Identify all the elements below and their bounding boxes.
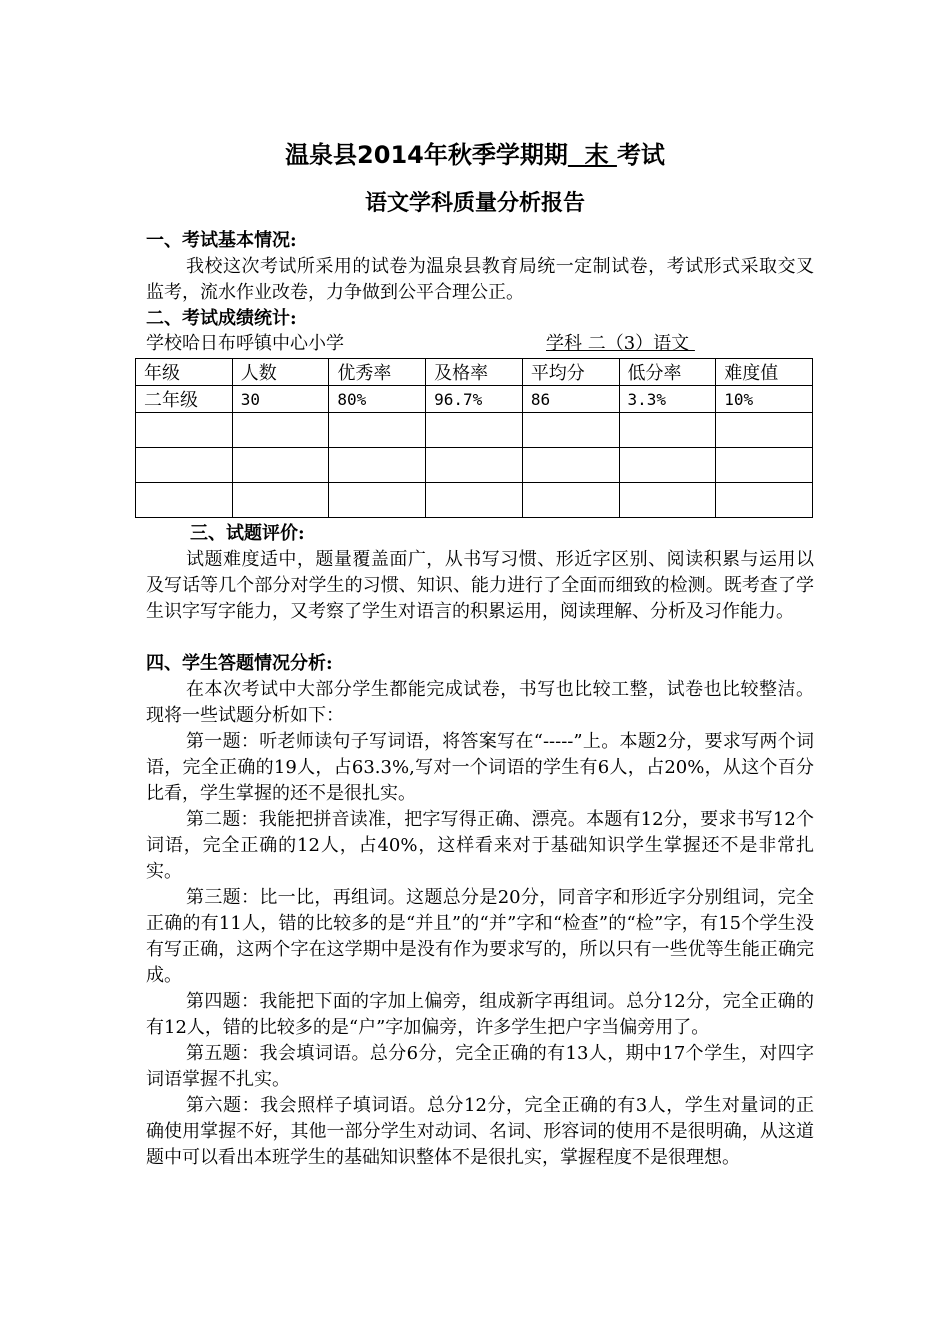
table-header-row [136, 359, 813, 386]
table-header-cell: 优秀率 [329, 359, 426, 386]
table-cell [716, 483, 813, 518]
table-cell [426, 413, 523, 448]
table-cell [522, 413, 619, 448]
table-row [136, 413, 813, 448]
table-cell [619, 448, 716, 483]
table-cell [522, 448, 619, 483]
table-cell [136, 483, 233, 518]
table-cell [232, 448, 329, 483]
table-header-cell: 人数 [232, 359, 329, 386]
section4-paragraph: 第二题：我能把拼音读准，把字写得正确、漂亮。本题有12分，要求书写12个词语，完全正确的12人，占40%，这样看来对于基础知识学生掌握还不是非常扎实。 [146, 809, 814, 882]
table-cell [136, 413, 233, 448]
table-header-cell: 年级 [136, 359, 233, 386]
table-cell [329, 448, 426, 483]
section1-heading: 一、考试基本情况: [146, 230, 297, 251]
title-part1: 温泉县2014年秋季学期期 [285, 141, 568, 169]
table-cell [716, 413, 813, 448]
table-cell [619, 413, 716, 448]
table-cell: 30 [232, 386, 329, 413]
table-cell [329, 413, 426, 448]
document-title [0, 135, 950, 170]
section3-heading: 三、试题评价: [190, 523, 305, 544]
section2-heading: 二、考试成绩统计: [146, 308, 297, 329]
document-body [146, 228, 814, 1171]
section1-text: 我校这次考试所采用的试卷为温泉县教育局统一定制试卷，考试形式采取交叉监考，流水作业改卷，力争做到公平合理公正。 [146, 256, 814, 303]
title-term-underlined: 末 [567, 141, 617, 169]
table-row [136, 386, 813, 413]
table-cell [426, 483, 523, 518]
section4-paragraph: 第一题：听老师读句子写词语，将答案写在“-----”上。本题2分，要求写两个词语，完全正确的19人，占63.3%,写对一个词语的学生有6人，占20%，从这个百分比看，学生掌握的还不是很扎实。 [146, 731, 814, 804]
table-cell [716, 448, 813, 483]
table-cell [426, 448, 523, 483]
table-cell: 10% [716, 386, 813, 413]
section4-paragraph: 在本次考试中大部分学生都能完成试卷，书写也比较工整，试卷也比较整洁。现将一些试题分析如下： [146, 679, 814, 726]
table-cell [136, 448, 233, 483]
table-cell: 96.7% [426, 386, 523, 413]
table-cell: 3.3% [619, 386, 716, 413]
section3-text: 试题难度适中，题量覆盖面广，从书写习惯、形近字区别、阅读积累与运用以及写话等几个部分对学生的习惯、知识、能力进行了全面而细致的检测。既考查了学生识字写字能力，又考察了学生对语言的积累运用，阅读理解、分析及习作能力。 [146, 549, 814, 622]
section4-paragraph: 第五题：我会填词语。总分6分，完全正确的有13人，期中17个学生，对四字词语掌握不扎实。 [146, 1043, 814, 1090]
section-spacer [146, 625, 814, 651]
table-header-cell: 及格率 [426, 359, 523, 386]
table-cell: 二年级 [136, 386, 233, 413]
table-header-cell: 平均分 [522, 359, 619, 386]
school-subject-line [146, 333, 814, 355]
table-row [136, 483, 813, 518]
subject-name: 学科 二（3）语文 [546, 333, 695, 354]
table-cell [232, 483, 329, 518]
section4-paragraph: 第六题：我会照样子填词语。总分12分，完全正确的有3人，学生对量词的正确使用掌握不好，其他一部分学生对动词、名词、形容词的使用不是很明确，从这道题中可以看出本班学生的基础知识整体不是很扎实，掌握程度不是很理想。 [146, 1095, 814, 1168]
table-header-cell: 低分率 [619, 359, 716, 386]
section4-paragraph: 第四题：我能把下面的字加上偏旁，组成新字再组词。总分12分，完全正确的有12人，错的比较多的是“户”字加偏旁，许多学生把户字当偏旁用了。 [146, 991, 814, 1038]
document-subtitle: 语文学科质量分析报告 [364, 191, 585, 216]
score-statistics-table [135, 358, 813, 518]
title-part2: 考试 [616, 141, 665, 169]
table-header-cell: 难度值 [716, 359, 813, 386]
section4-paragraph: 第三题：比一比，再组词。这题总分是20分，同音字和形近字分别组词，完全正确的有11人，错的比较多的是“并且”的“并”字和“检查”的“检”字，有15个学生没有写正确，这两个字在这学期中是没有作为要求写的，所以只有一些优等生能正确完成。 [146, 887, 814, 986]
table-cell [232, 413, 329, 448]
school-name: 学校哈日布呼镇中心小学 [146, 333, 344, 354]
table-cell: 86 [522, 386, 619, 413]
table-cell [329, 483, 426, 518]
table-cell [619, 483, 716, 518]
section4-heading: 四、学生答题情况分析: [146, 653, 333, 674]
table-row [136, 448, 813, 483]
table-cell: 80% [329, 386, 426, 413]
table-cell [522, 483, 619, 518]
